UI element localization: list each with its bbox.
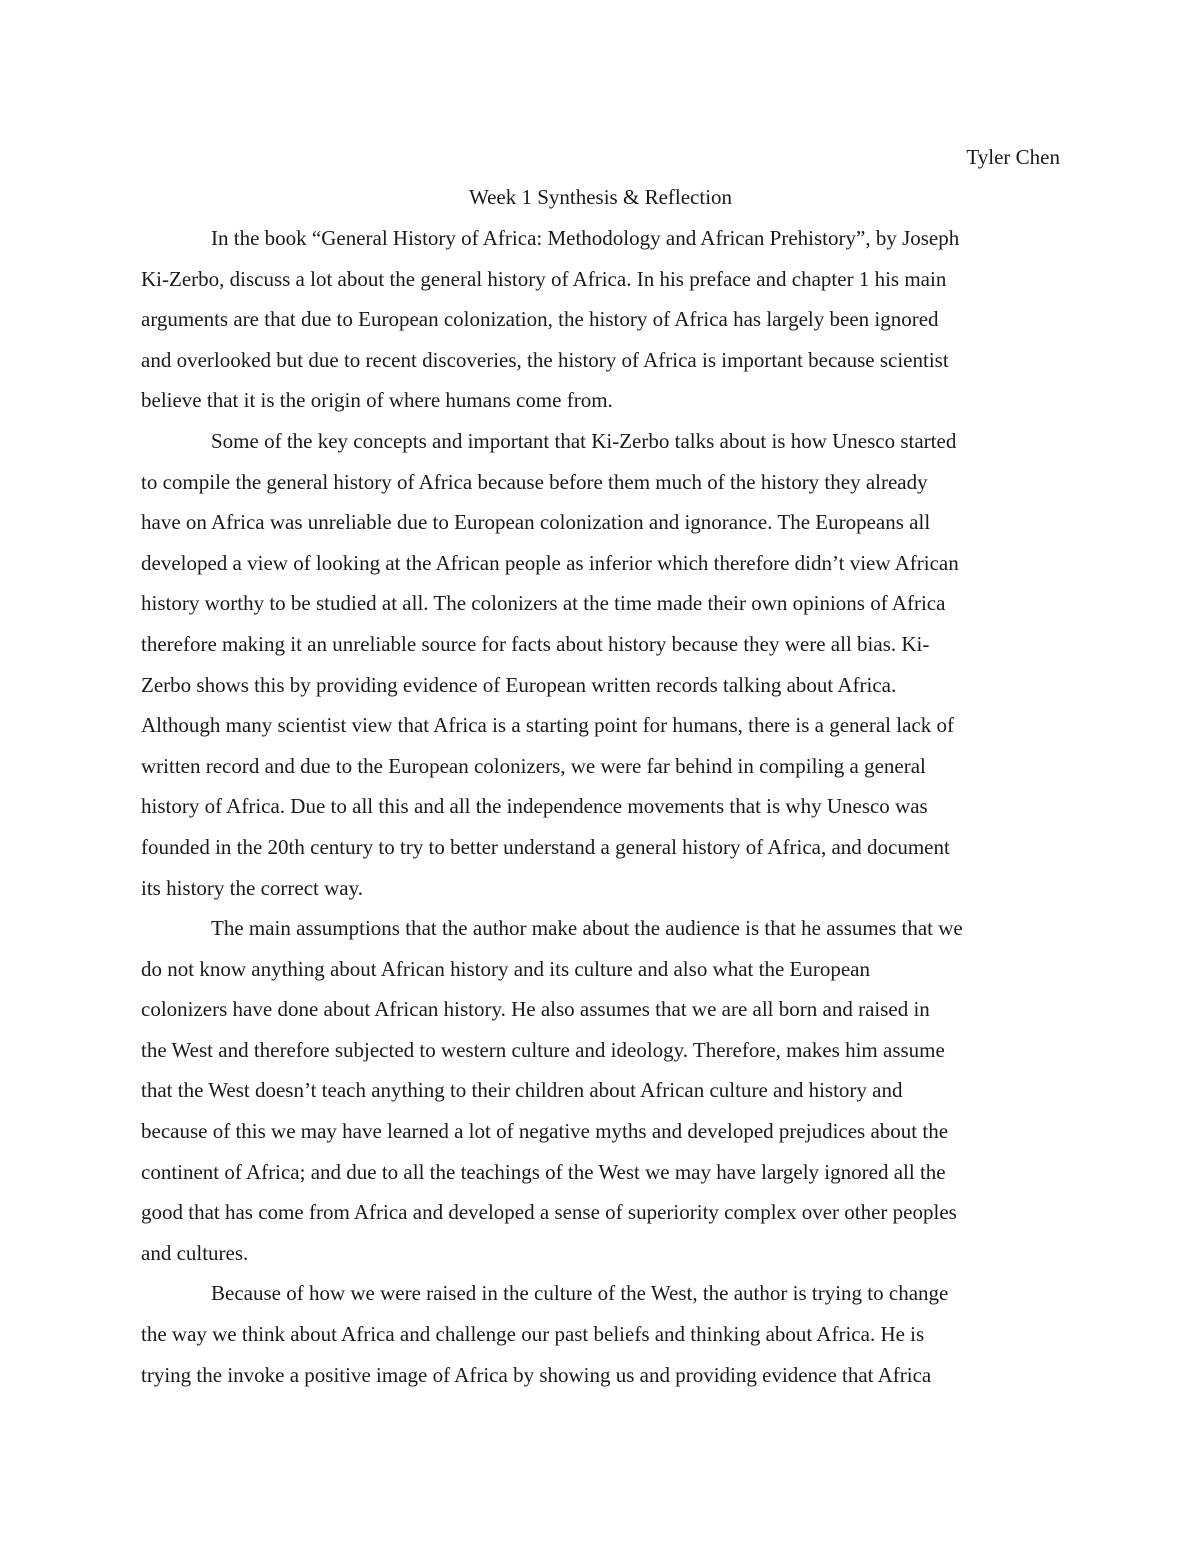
paragraph-line: colonizers have done about African history. He also assumes that we are all born and raised in <box>141 997 930 1022</box>
paragraph-line: believe that it is the origin of where humans come from. <box>141 388 613 413</box>
paragraph-line: that the West doesn’t teach anything to their children about African culture and history and <box>141 1078 903 1103</box>
paragraph-line: the West and therefore subjected to western culture and ideology. Therefore, makes him assume <box>141 1037 945 1062</box>
author-name: Tyler Chen <box>966 145 1060 169</box>
paragraph-line: to compile the general history of Africa because before them much of the history they already <box>141 469 928 494</box>
paragraph-line: founded in the 20th century to try to better understand a general history of Africa, and document <box>141 834 950 859</box>
paragraph-line: developed a view of looking at the African people as inferior which therefore didn’t view African <box>141 550 959 575</box>
paragraph-line: good that has come from Africa and developed a sense of superiority complex over other peoples <box>141 1200 957 1225</box>
document-title: Week 1 Synthesis & Reflection <box>468 185 733 209</box>
paragraph-1 <box>141 218 1060 421</box>
paragraph-line: history of Africa. Due to all this and all the independence movements that is why Unesco was <box>141 794 928 819</box>
paragraph-line: Zerbo shows this by providing evidence of European written records talking about Africa. <box>141 672 897 697</box>
paragraph-line: Ki-Zerbo, discuss a lot about the general history of Africa. In his preface and chapter 1 his main <box>141 266 947 291</box>
paragraph-line: and overlooked but due to recent discoveries, the history of Africa is important because scientist <box>141 347 949 372</box>
paragraph-line: written record and due to the European colonizers, we were far behind in compiling a general <box>141 753 926 778</box>
paragraph-line: continent of Africa; and due to all the teachings of the West we may have largely ignored all the <box>141 1159 946 1184</box>
paragraph-line: Because of how we were raised in the culture of the West, the author is trying to change <box>211 1281 949 1306</box>
paragraph-line: its history the correct way. <box>141 875 363 900</box>
paragraph-2 <box>141 421 1060 908</box>
paragraph-line: the way we think about Africa and challenge our past beliefs and thinking about Africa. He is <box>141 1322 925 1347</box>
paragraph-line: Although many scientist view that Africa is a starting point for humans, there is a general lack of <box>141 713 954 738</box>
paragraph-line: The main assumptions that the author make about the audience is that he assumes that we <box>211 916 963 941</box>
paragraph-4 <box>141 1273 1060 1395</box>
paragraph-line: because of this we may have learned a lot of negative myths and developed prejudices about the <box>141 1119 949 1144</box>
paragraph-line: therefore making it an unreliable source for facts about history because they were all bias. Ki- <box>141 631 930 656</box>
paragraph-line: In the book “General History of Africa: Methodology and African Prehistory”, by Joseph <box>211 226 960 250</box>
paragraph-3 <box>141 908 1060 1273</box>
paragraph-line: arguments are that due to European colonization, the history of Africa has largely been ignored <box>141 307 939 332</box>
document-body <box>141 218 1060 1395</box>
paragraph-line: Some of the key concepts and important that Ki-Zerbo talks about is how Unesco started <box>211 428 957 453</box>
paragraph-line: trying the invoke a positive image of Africa by showing us and providing evidence that Africa <box>141 1362 932 1387</box>
paragraph-line: and cultures. <box>141 1240 249 1265</box>
paragraph-line: have on Africa was unreliable due to European colonization and ignorance. The Europeans all <box>141 510 931 535</box>
paragraph-line: do not know anything about African history and its culture and also what the European <box>141 956 871 981</box>
paragraph-line: history worthy to be studied at all. The colonizers at the time made their own opinions of Africa <box>141 591 946 616</box>
